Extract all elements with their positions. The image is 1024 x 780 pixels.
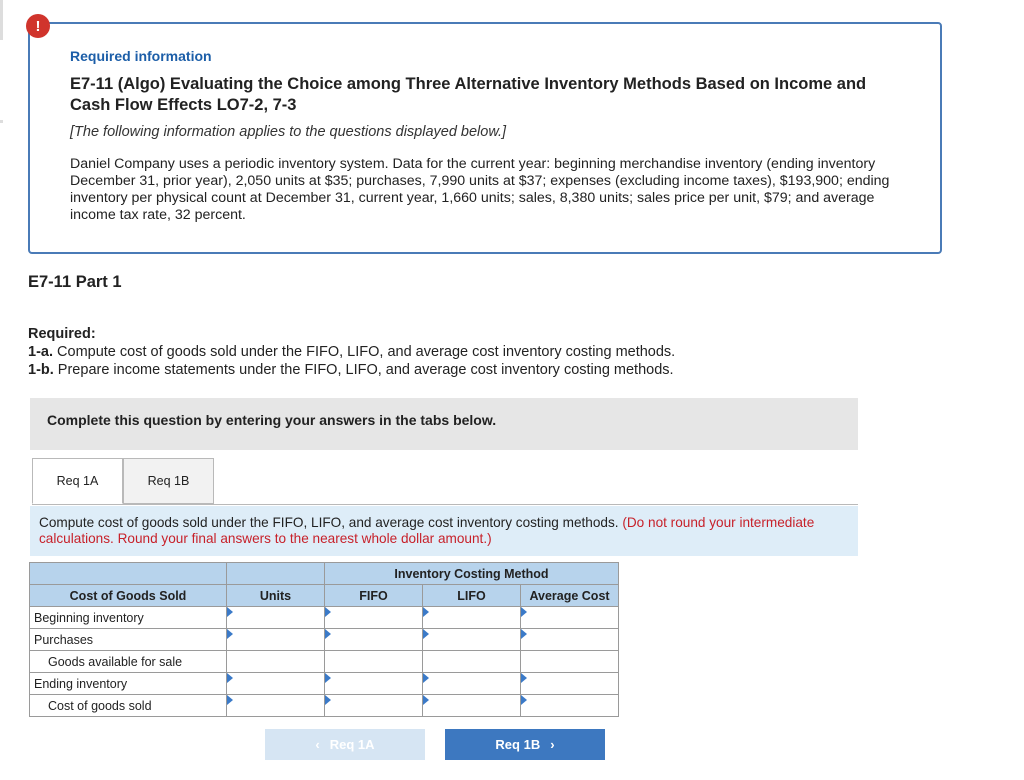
row-label: Cost of goods sold (30, 695, 227, 717)
fifo-input[interactable] (325, 673, 423, 695)
previous-button[interactable]: ‹ Req 1A (265, 729, 425, 760)
lifo-input[interactable] (423, 651, 521, 673)
lifo-input[interactable] (423, 607, 521, 629)
header-blank (227, 563, 325, 585)
lifo-input[interactable] (423, 629, 521, 651)
required-heading: Required: (28, 326, 96, 342)
info-note: [The following information applies to the questions displayed below.] (70, 124, 507, 140)
exclamation-icon: ! (26, 14, 50, 38)
left-edge-marker (0, 0, 3, 40)
required-item: 1-b. Prepare income statements under the FIFO, LIFO, and average cost inventory costing methods. (28, 362, 674, 378)
tab-divider (32, 504, 858, 505)
fifo-input[interactable] (325, 607, 423, 629)
average-cost-input[interactable] (521, 695, 619, 717)
row-label: Purchases (30, 629, 227, 651)
header-blank (30, 563, 227, 585)
tab-req-1b[interactable]: Req 1B (123, 458, 214, 504)
question-instruction: Compute cost of goods sold under the FIFO, LIFO, and average cost inventory costing methods. (Do not round your intermediate calculations. Round your final answers to the nearest whole dollar amount.) (30, 506, 858, 556)
part-title: E7-11 Part 1 (28, 273, 122, 291)
units-input[interactable] (227, 651, 325, 673)
fifo-input[interactable] (325, 629, 423, 651)
info-label: Required information (70, 48, 212, 64)
lifo-input[interactable] (423, 695, 521, 717)
table-row (30, 607, 619, 629)
table-row (30, 695, 619, 717)
average-cost-input[interactable] (521, 607, 619, 629)
column-header: Units (227, 585, 325, 607)
average-cost-input[interactable] (521, 629, 619, 651)
chevron-right-icon: › (550, 737, 555, 752)
column-header: Average Cost (521, 585, 619, 607)
units-input[interactable] (227, 629, 325, 651)
next-button[interactable]: Req 1B › (445, 729, 605, 760)
problem-description: Daniel Company uses a periodic inventory system. Data for the current year: beginning merchandise inventory (ending inventory December 31, prior year), 2,050 units at $35; purchases, 7,990 units at $37; expenses (excluding income taxes), $193,900; ending inventory per physical count at December 31, current year, 1,660 units; sales, 8,380 units; sales price per unit, $79; and average income tax rate, 32 percent. (70, 156, 890, 223)
row-label: Beginning inventory (30, 607, 227, 629)
left-edge-marker (0, 120, 3, 123)
required-section (28, 325, 675, 379)
tab-req-1a[interactable]: Req 1A (32, 458, 123, 504)
rounding-note: (Do not round your intermediate calculations. Round your final answers to the nearest whole dollar amount.) (39, 515, 815, 546)
column-header: Cost of Goods Sold (30, 585, 227, 607)
problem-title: E7-11 (Algo) Evaluating the Choice among Three Alternative Inventory Methods Based on Income and Cash Flow Effects LO7-2, 7-3 (70, 75, 867, 114)
instructions-banner: Complete this question by entering your answers in the tabs below. (30, 398, 858, 450)
required-information-box (28, 22, 942, 254)
group-header: Inventory Costing Method (325, 563, 619, 585)
units-input[interactable] (227, 695, 325, 717)
column-header: LIFO (423, 585, 521, 607)
cogs-table (29, 562, 619, 717)
row-label: Ending inventory (30, 673, 227, 695)
fifo-input[interactable] (325, 651, 423, 673)
column-header: FIFO (325, 585, 423, 607)
average-cost-input[interactable] (521, 651, 619, 673)
average-cost-input[interactable] (521, 673, 619, 695)
tab-bar (32, 458, 214, 504)
table-row (30, 651, 619, 673)
required-item: 1-a. Compute cost of goods sold under the FIFO, LIFO, and average cost inventory costing methods. (28, 344, 676, 360)
units-input[interactable] (227, 673, 325, 695)
chevron-left-icon: ‹ (315, 737, 320, 752)
lifo-input[interactable] (423, 673, 521, 695)
table-row (30, 673, 619, 695)
row-label: Goods available for sale (30, 651, 227, 673)
units-input[interactable] (227, 607, 325, 629)
table-row (30, 629, 619, 651)
fifo-input[interactable] (325, 695, 423, 717)
